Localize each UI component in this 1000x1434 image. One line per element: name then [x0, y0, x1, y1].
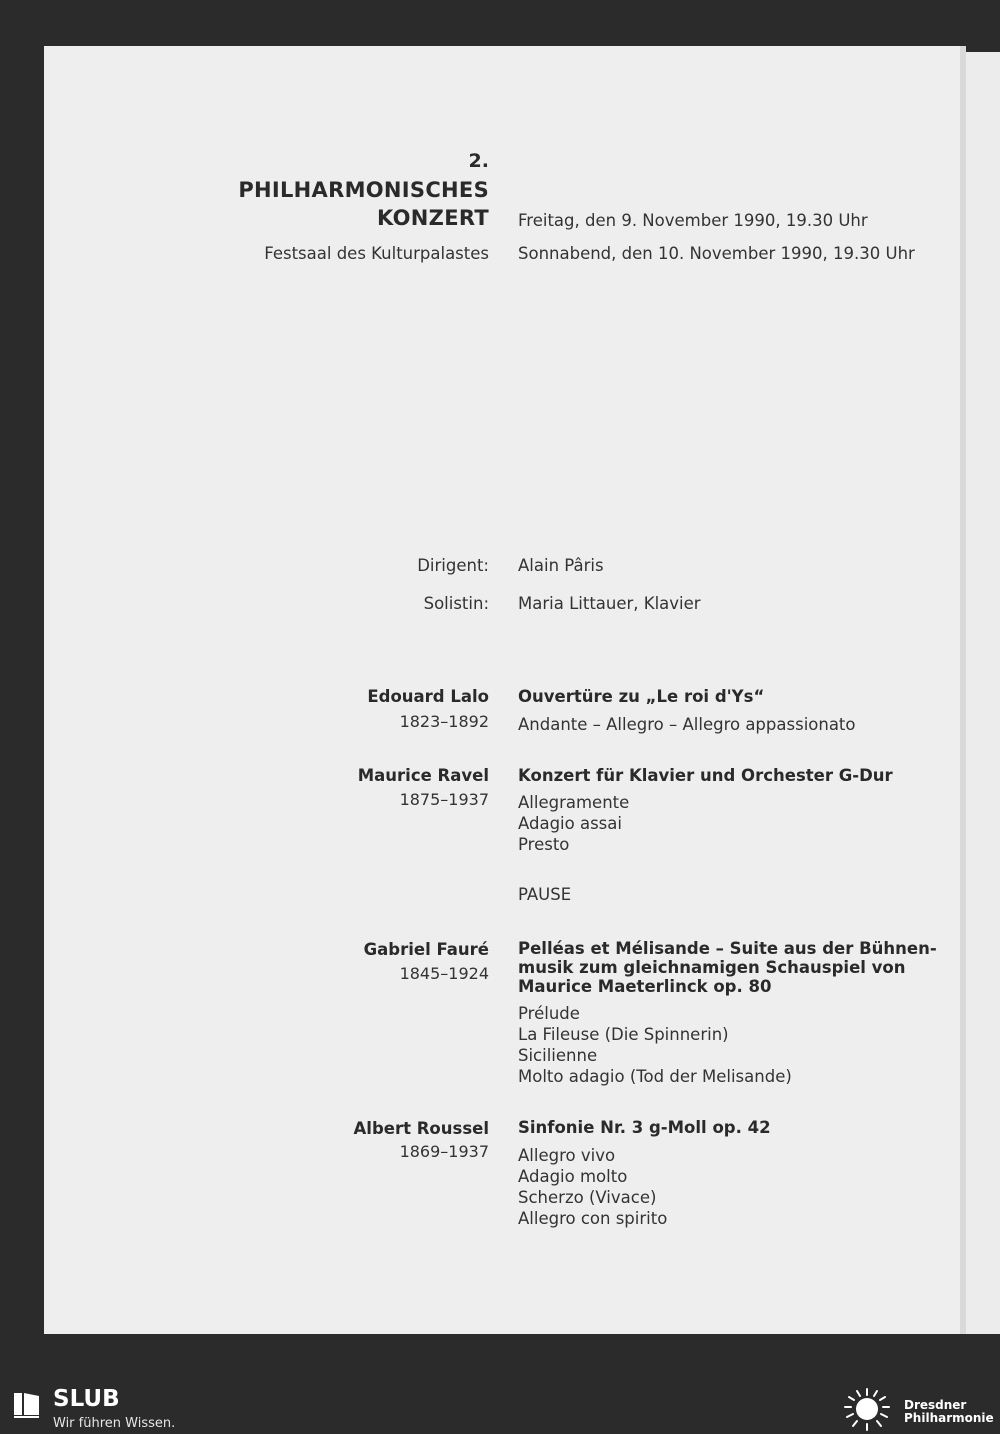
movement: Andante – Allegro – Allegro appassionato [518, 715, 856, 734]
movement: Allegro con spirito [518, 1209, 668, 1228]
venue: Festsaal des Kulturpalastes [264, 244, 489, 263]
composer-name: Maurice Ravel [357, 766, 489, 785]
orchestra-name-line2: Philharmonie [904, 1411, 994, 1425]
composer-name: Edouard Lalo [367, 687, 489, 706]
orchestra-name [904, 1399, 994, 1425]
movement: Prélude [518, 1004, 580, 1023]
date-saturday: Sonnabend, den 10. November 1990, 19.30 Uhr [518, 244, 915, 263]
composer-years: 1845–1924 [399, 964, 489, 983]
composer-name: Albert Roussel [353, 1119, 489, 1138]
orchestra-name-line1: Dresdner [904, 1398, 967, 1412]
slub-book-icon [12, 1389, 42, 1419]
work-title: Sinfonie Nr. 3 g-Moll op. 42 [518, 1118, 771, 1137]
composer-years: 1823–1892 [399, 712, 489, 731]
movement: Scherzo (Vivace) [518, 1188, 657, 1207]
movement: Adagio molto [518, 1167, 628, 1186]
concert-number: 2. [468, 150, 489, 172]
work-title: Maurice Maeterlinck op. 80 [518, 977, 772, 996]
soloist-name: Maria Littauer, Klavier [518, 594, 701, 613]
library-tagline: Wir führen Wissen. [53, 1416, 176, 1431]
sunburst-logo-icon [840, 1386, 894, 1432]
conductor-label: Dirigent: [417, 556, 489, 575]
composer-years: 1875–1937 [399, 790, 489, 809]
work-title: Pelléas et Mélisande – Suite aus der Bühnen- [518, 939, 937, 958]
soloist-label: Solistin: [423, 594, 489, 613]
movement: Molto adagio (Tod der Melisande) [518, 1067, 792, 1086]
movement: Adagio assai [518, 814, 622, 833]
movement: Allegramente [518, 793, 630, 812]
conductor-name: Alain Pâris [518, 556, 604, 575]
library-name: SLUB [53, 1386, 120, 1412]
next-page-edge [966, 52, 1000, 1334]
composer-years: 1869–1937 [399, 1142, 489, 1161]
work-title: musik zum gleichnamigen Schauspiel von [518, 958, 906, 977]
movement: La Fileuse (Die Spinnerin) [518, 1025, 729, 1044]
composer-name: Gabriel Fauré [363, 940, 489, 959]
movement: Sicilienne [518, 1046, 598, 1065]
date-friday: Freitag, den 9. November 1990, 19.30 Uhr [518, 211, 868, 230]
pause-label: PAUSE [518, 885, 572, 904]
concert-title-line1: PHILHARMONISCHES [238, 178, 489, 202]
concert-title-line2: KONZERT [377, 206, 489, 230]
work-title: Ouvertüre zu „Le roi d'Ys“ [518, 687, 765, 706]
movement: Allegro vivo [518, 1146, 616, 1165]
work-title: Konzert für Klavier und Orchester G-Dur [518, 766, 893, 785]
movement: Presto [518, 835, 570, 854]
